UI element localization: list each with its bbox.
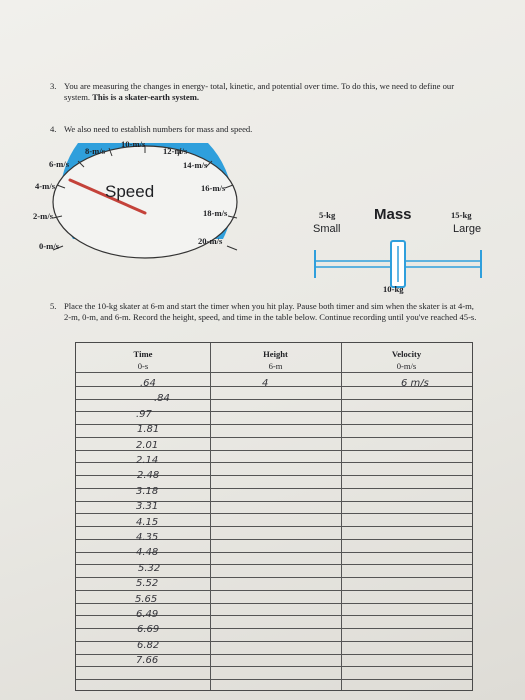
time-entry: 6.82 xyxy=(137,639,160,651)
time-entry: .64 xyxy=(140,378,156,389)
question-3-number: 3. xyxy=(50,81,57,91)
time-entry: 4.15 xyxy=(136,516,159,528)
table-row-line xyxy=(76,513,472,514)
time-entry: 4.35 xyxy=(136,532,159,543)
gauge-label-0: 0-m/s xyxy=(39,241,60,251)
table-row-line xyxy=(76,475,472,476)
table-row-line xyxy=(76,628,472,629)
question-4 xyxy=(50,124,480,135)
question-4-number: 4. xyxy=(50,124,57,134)
height-entry: 4 xyxy=(262,378,269,389)
unit-time: 0-s xyxy=(137,361,149,371)
time-entry: 7.66 xyxy=(136,655,159,667)
question-3-text: You are measuring the changes in energy- total, kinetic, and potential over time. To do this, we need to define our system. xyxy=(64,81,455,102)
time-entry: 3.18 xyxy=(136,485,159,497)
data-table xyxy=(75,342,473,691)
time-entry: 5.65 xyxy=(135,593,158,605)
column-divider-2 xyxy=(341,343,342,690)
time-entry: 3.31 xyxy=(136,501,159,513)
gauge-label-6: 6-m/s xyxy=(49,159,70,169)
gauge-label-2: 2-m/s xyxy=(33,211,54,221)
table-row-line xyxy=(76,590,472,591)
table-row-line xyxy=(76,437,472,438)
question-5-number: 5. xyxy=(50,301,57,311)
gauge-label-12: 12-m/s xyxy=(163,146,188,156)
mass-small-label: Small xyxy=(313,223,341,235)
gauge-label-20: 20-m/s xyxy=(198,236,223,246)
table-row-line xyxy=(76,372,472,373)
question-5 xyxy=(50,301,482,323)
table-row-line xyxy=(76,424,472,425)
gauge-label-14: 14-m/s xyxy=(183,160,208,170)
column-divider-1 xyxy=(210,343,211,690)
mass-value-label: 10-kg xyxy=(383,284,404,294)
question-4-text: We also need to establish numbers for mass and speed. xyxy=(64,124,253,134)
mass-min-label: 5-kg xyxy=(319,210,336,220)
gauge-label-10: 10-m/s xyxy=(121,139,146,149)
time-entry: .97 xyxy=(136,408,152,420)
table-row-line xyxy=(76,641,472,642)
header-velocity: Velocity xyxy=(391,349,422,359)
time-entry: 6.69 xyxy=(137,624,160,636)
unit-height: 6-m xyxy=(268,361,283,371)
velocity-entry: 6 m/s xyxy=(401,378,429,389)
time-entry: 6.49 xyxy=(136,609,159,620)
mass-slider xyxy=(305,198,491,292)
mass-slider-title: Mass xyxy=(374,206,412,223)
time-entry: 2.14 xyxy=(136,455,159,466)
table-row-line xyxy=(76,679,472,680)
time-entry: 2.01 xyxy=(136,439,159,451)
speed-gauge xyxy=(33,140,243,260)
time-entry: 2.48 xyxy=(137,470,160,482)
time-entry: 5.52 xyxy=(136,578,159,590)
header-time: Time xyxy=(133,349,153,359)
question-5-text: Place the 10-kg skater at 6-m and start the timer when you hit play. Pause both timer and sim when the skater is at 4-m, 2-m, 0-m, and 6-m. Record the height, speed, and time in the table below. Continue recording until you've reached 45-s. xyxy=(64,301,477,322)
table-row-line xyxy=(76,564,472,565)
gauge-label-4: 4-m/s xyxy=(35,181,56,191)
gauge-label-8: 8-m/s xyxy=(85,146,106,156)
header-height: Height xyxy=(263,349,288,359)
question-3-bold-text: This is a skater-earth system. xyxy=(92,92,200,102)
time-entry: 5.32 xyxy=(138,562,161,574)
question-3 xyxy=(50,81,480,103)
unit-velocity: 0-m/s xyxy=(396,361,417,371)
mass-large-label: Large xyxy=(453,223,482,235)
gauge-label-16: 16-m/s xyxy=(201,183,226,193)
table-row-line xyxy=(76,399,472,400)
gauge-label-18: 18-m/s xyxy=(203,208,228,218)
time-entry: 4.48 xyxy=(136,547,159,559)
mass-max-label: 15-kg xyxy=(451,210,472,220)
speed-gauge-title: Speed xyxy=(105,182,155,201)
time-entry: 1.81 xyxy=(137,424,160,436)
time-entry: .84 xyxy=(154,393,170,405)
